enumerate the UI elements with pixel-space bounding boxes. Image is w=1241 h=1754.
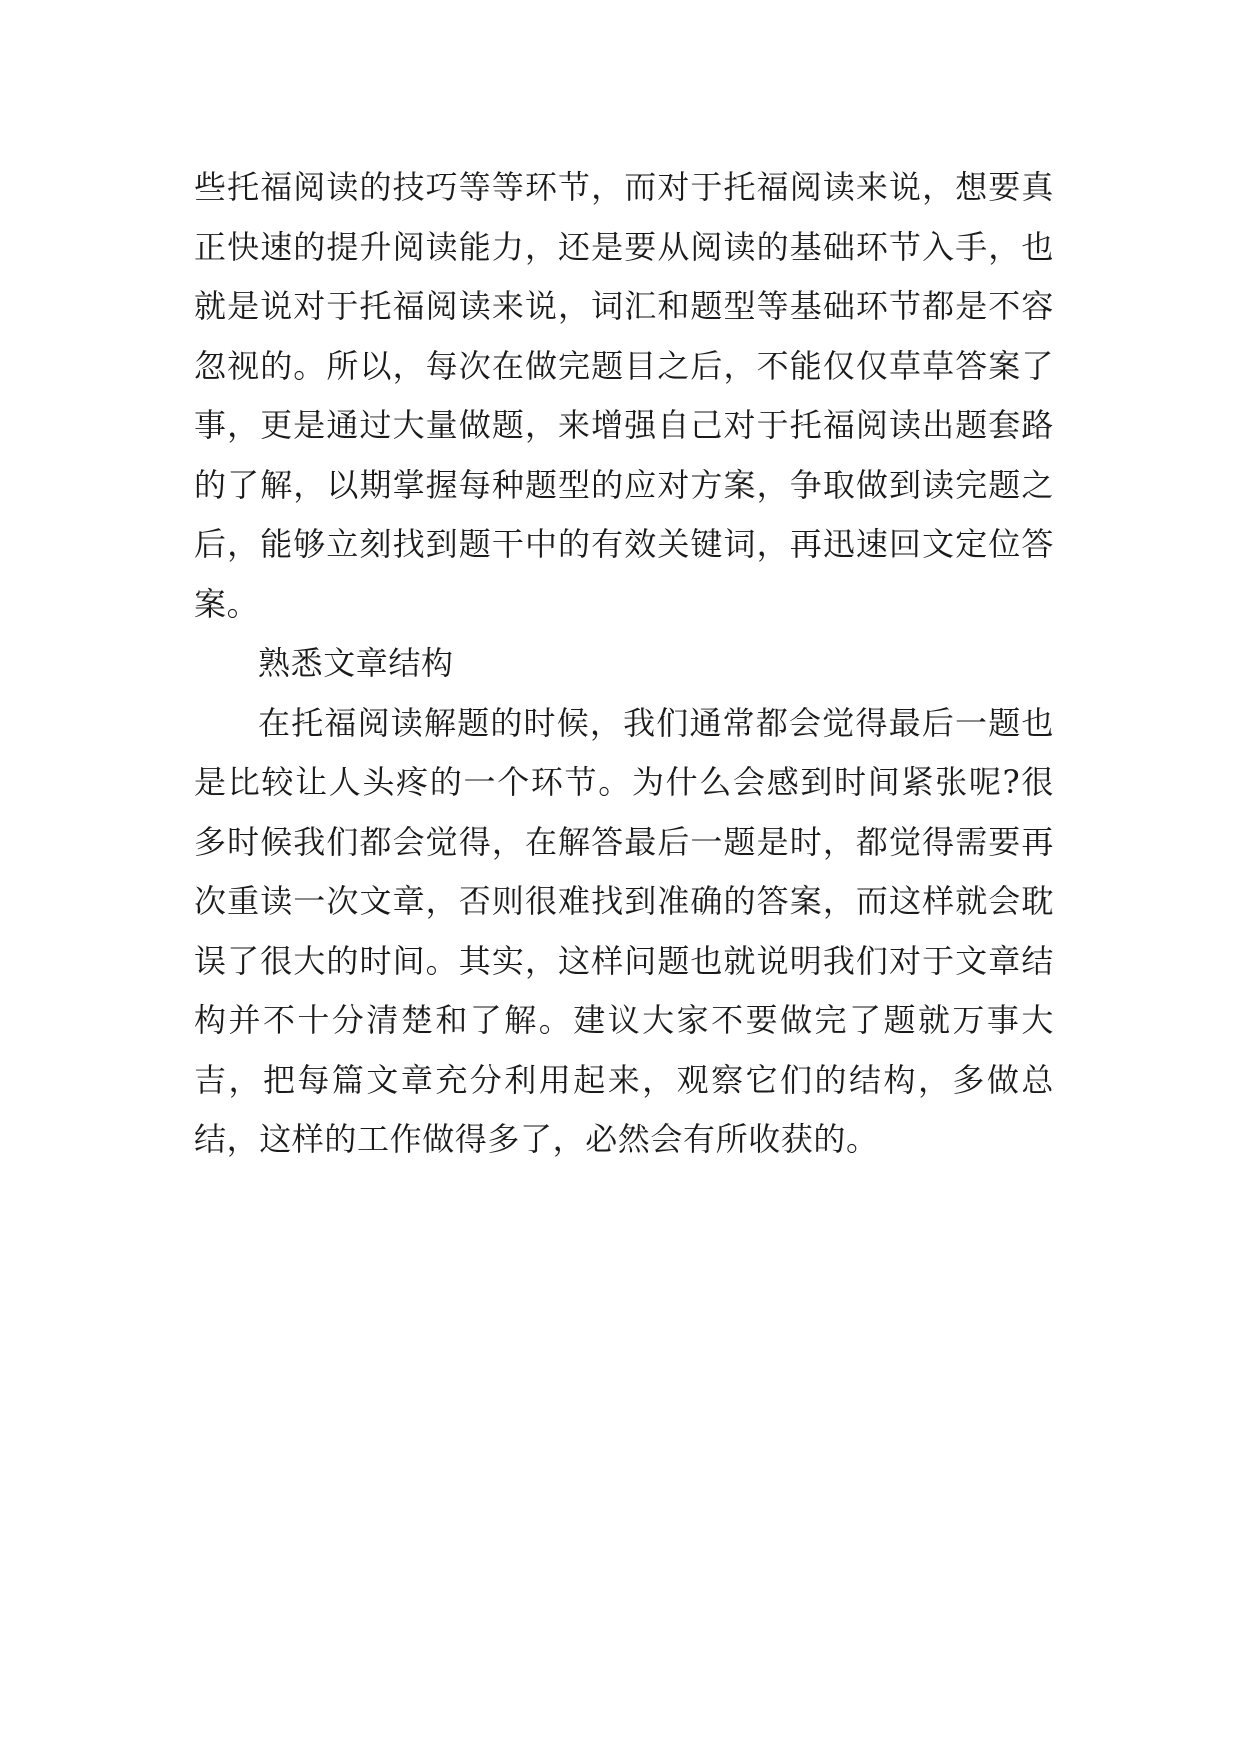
section-heading: 熟悉文章结构 xyxy=(258,644,454,682)
paragraph-continuation: 些托福阅读的技巧等等环节，而对于托福阅读来说，想要真正快速的提升阅读能力，还是要从阅读的基础环节入手，也就是说对于托福阅读来说，词汇和题型等基础环节都是不容忽视的。所以，每次在做完题目之后，不能仅仅草草答案了事，更是通过大量做题，来增强自己对于托福阅读出题套路的了解，以期掌握每种题型的应对方案，争取做到读完题之后，能够立刻找到题干中的有效关键词，再迅速回文定位答案。 xyxy=(194,168,1054,623)
document-body xyxy=(194,158,1054,1170)
paragraph-body: 在托福阅读解题的时候，我们通常都会觉得最后一题也是比较让人头疼的一个环节。为什么会感到时间紧张呢?很多时候我们都会觉得，在解答最后一题是时，都觉得需要再次重读一次文章，否则很难找到准确的答案，而这样就会耽误了很大的时间。其实，这样问题也就说明我们对于文章结构并不十分清楚和了解。建议大家不要做完了题就万事大吉，把每篇文章充分利用起来，观察它们的结构，多做总结，这样的工作做得多了，必然会有所收获的。 xyxy=(194,703,1054,1158)
